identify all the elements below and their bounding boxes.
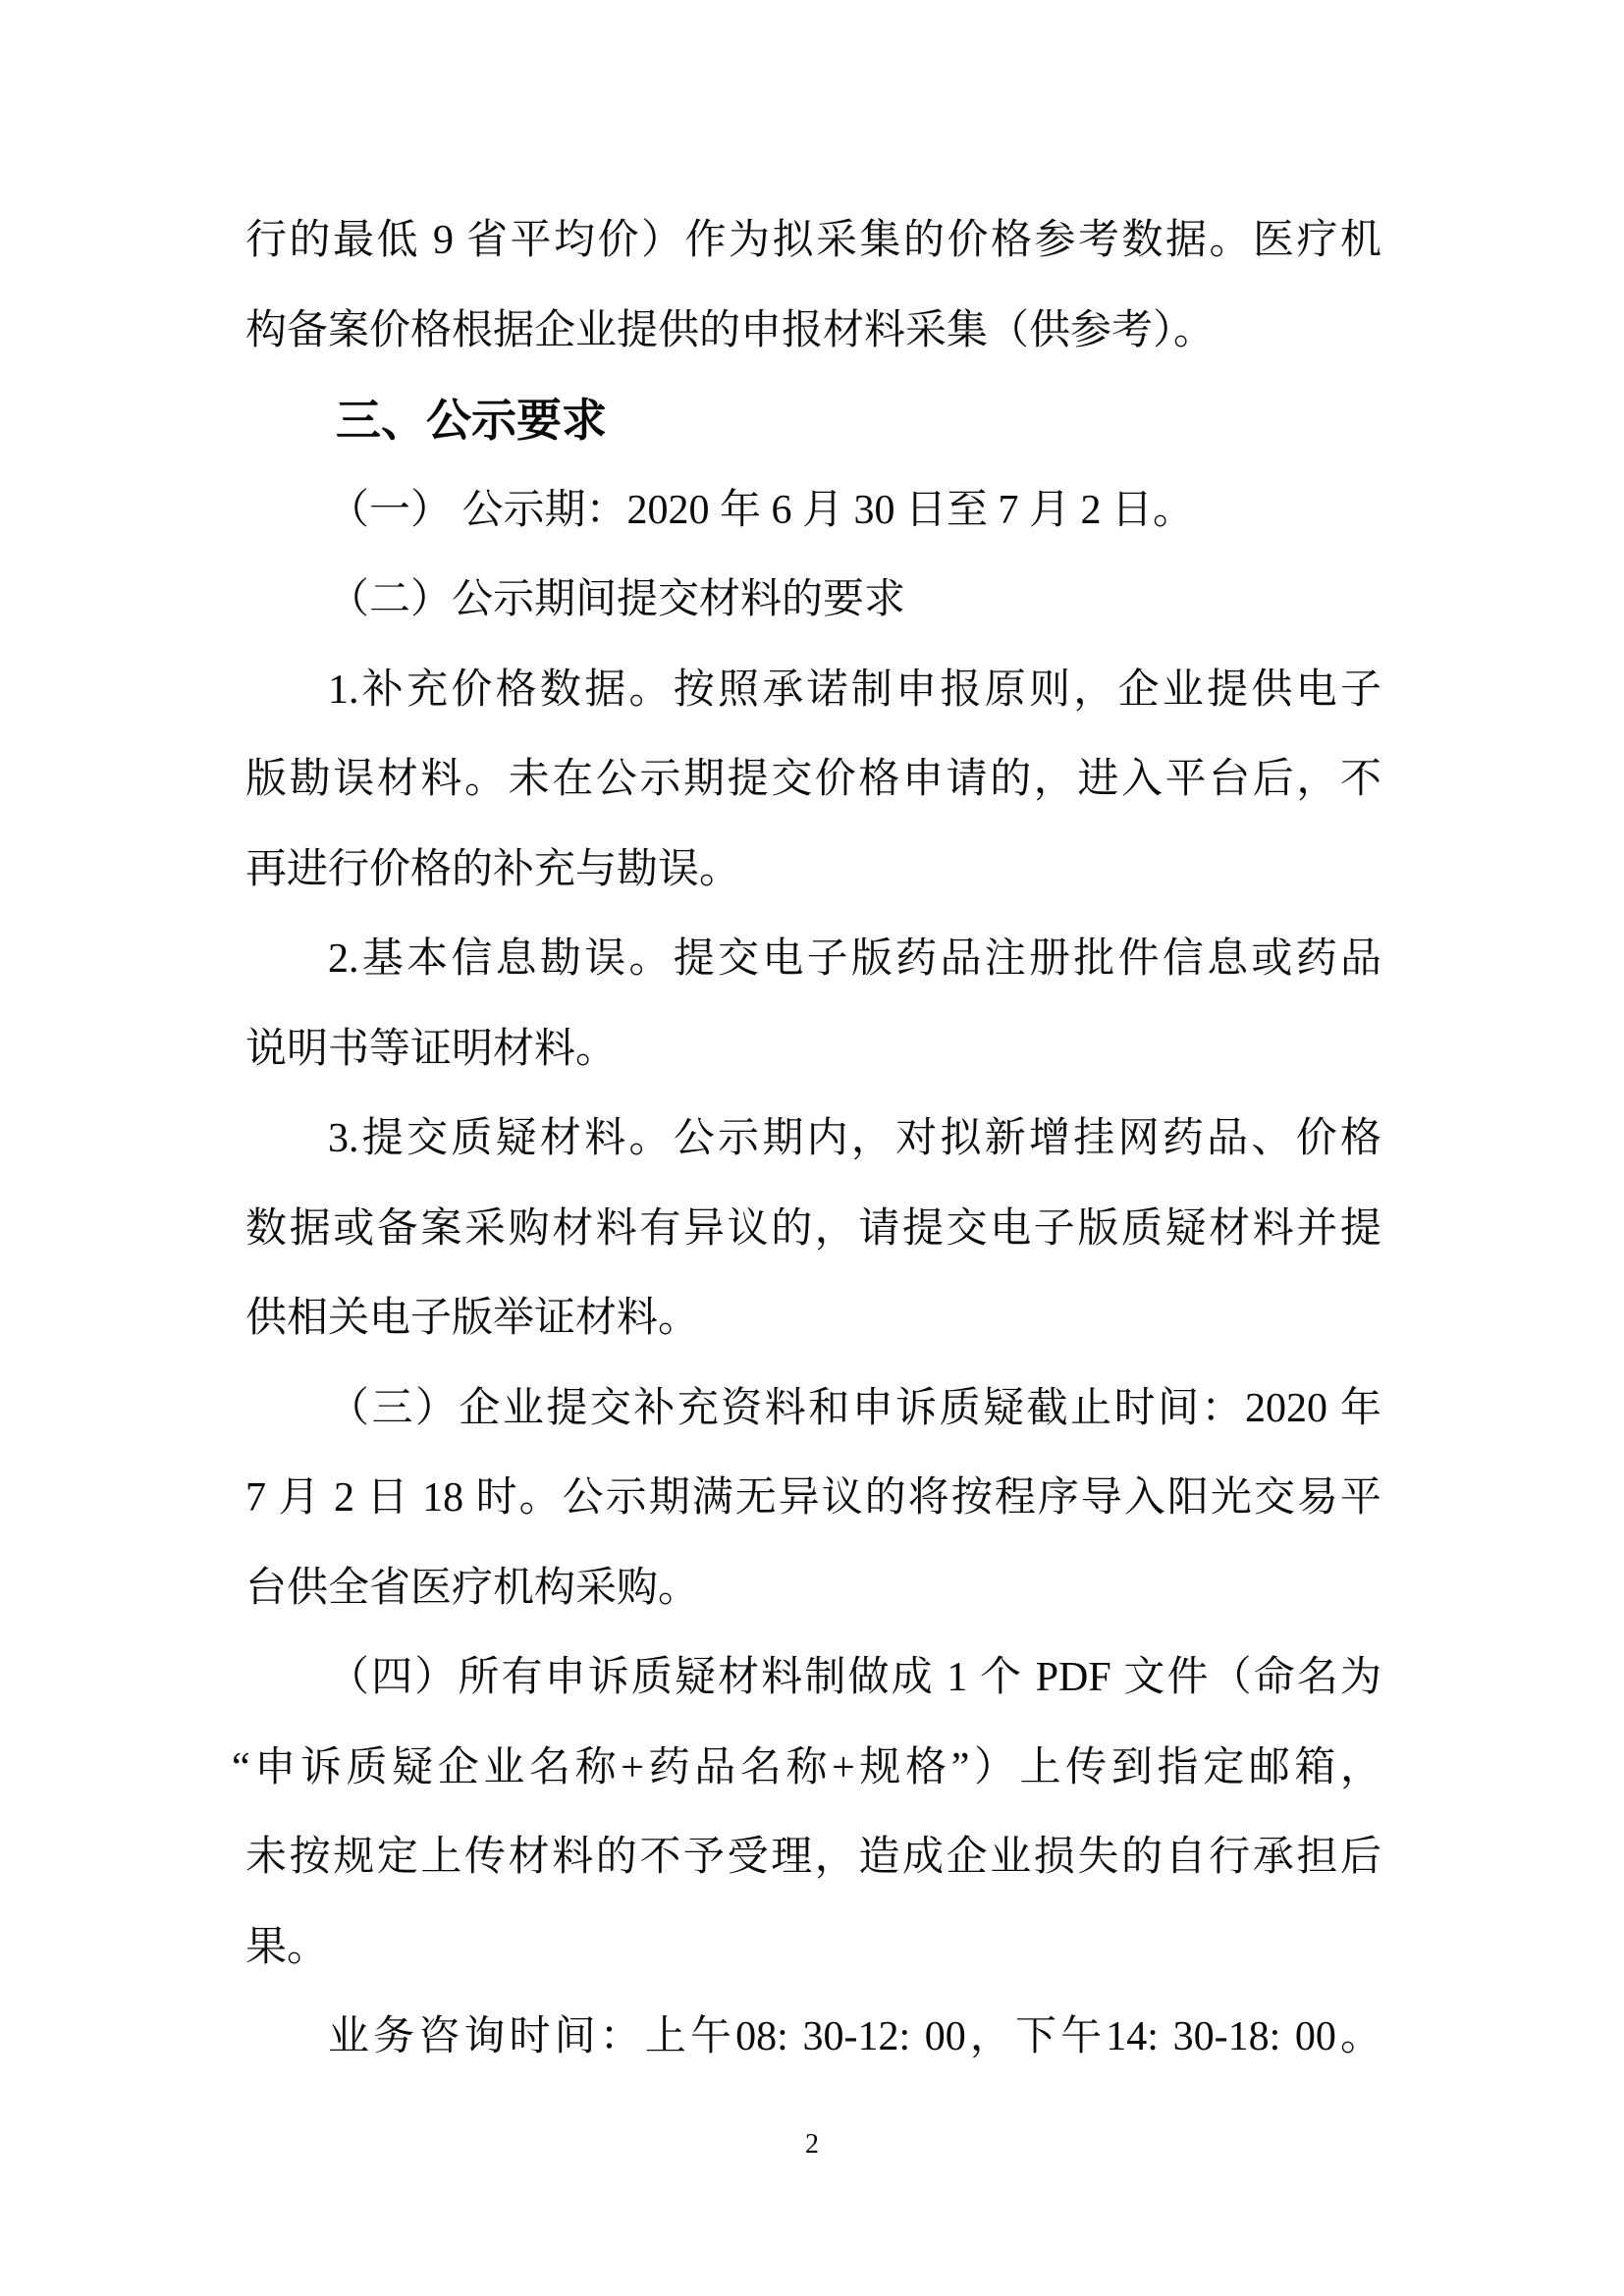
page-number: 2	[805, 2129, 819, 2160]
document-body	[232, 196, 1381, 2083]
text-line: （一） 公示期：2020 年 6 月 30 日至 7 月 2 日。	[328, 487, 1195, 533]
text-line: 未按规定上传材料的不予受理，造成企业损失的自行承担后	[245, 1835, 1381, 1880]
text-line: 7 月 2 日 18 时。公示期满无异议的将按程序导入阳光交易平	[245, 1475, 1381, 1521]
text-line: 说明书等证明材料。	[245, 1026, 618, 1072]
text-line: 果。	[245, 1924, 329, 1970]
text-line: 版勘误材料。未在公示期提交价格申请的，进入平台后，不	[245, 757, 1381, 802]
text-line: 供相关电子版举证材料。	[245, 1296, 700, 1341]
text-line: 构备案价格根据企业提供的申报材料采集（供参考）。	[245, 307, 1216, 353]
text-line: 行的最低 9 省平均价）作为拟采集的价格参考数据。医疗机	[245, 218, 1381, 263]
text-line: 数据或备案采购材料有异议的，请提交电子版质疑材料并提	[245, 1205, 1381, 1252]
text-line: 1.补充价格数据。按照承诺制申报原则，企业提供电子	[328, 667, 1381, 713]
text-line: （三）企业提交补充资料和申诉质疑截止时间：2020 年	[328, 1385, 1381, 1431]
text-line: 业务咨询时间：上午08: 30-12: 00，下午14: 30-18: 00。	[328, 2014, 1381, 2059]
text-line: （二）公示期间提交材料的要求	[328, 577, 906, 622]
text-line: 2.基本信息勘误。提交电子版药品注册批件信息或药品	[328, 936, 1381, 982]
text-line: 3.提交质疑材料。公示期内，对拟新增挂网药品、价格	[328, 1116, 1381, 1161]
text-line: （四）所有申诉质疑材料制做成 1 个 PDF 文件（命名为	[328, 1655, 1381, 1700]
text-line: 台供全省医疗机构采购。	[245, 1565, 700, 1611]
text-line: 再进行价格的补充与勘误。	[245, 846, 741, 892]
section-heading: 三、公示要求	[336, 395, 607, 446]
text-line: “申诉质疑企业名称+药品名称+规格”）上传到指定邮箱，	[232, 1744, 1381, 1790]
